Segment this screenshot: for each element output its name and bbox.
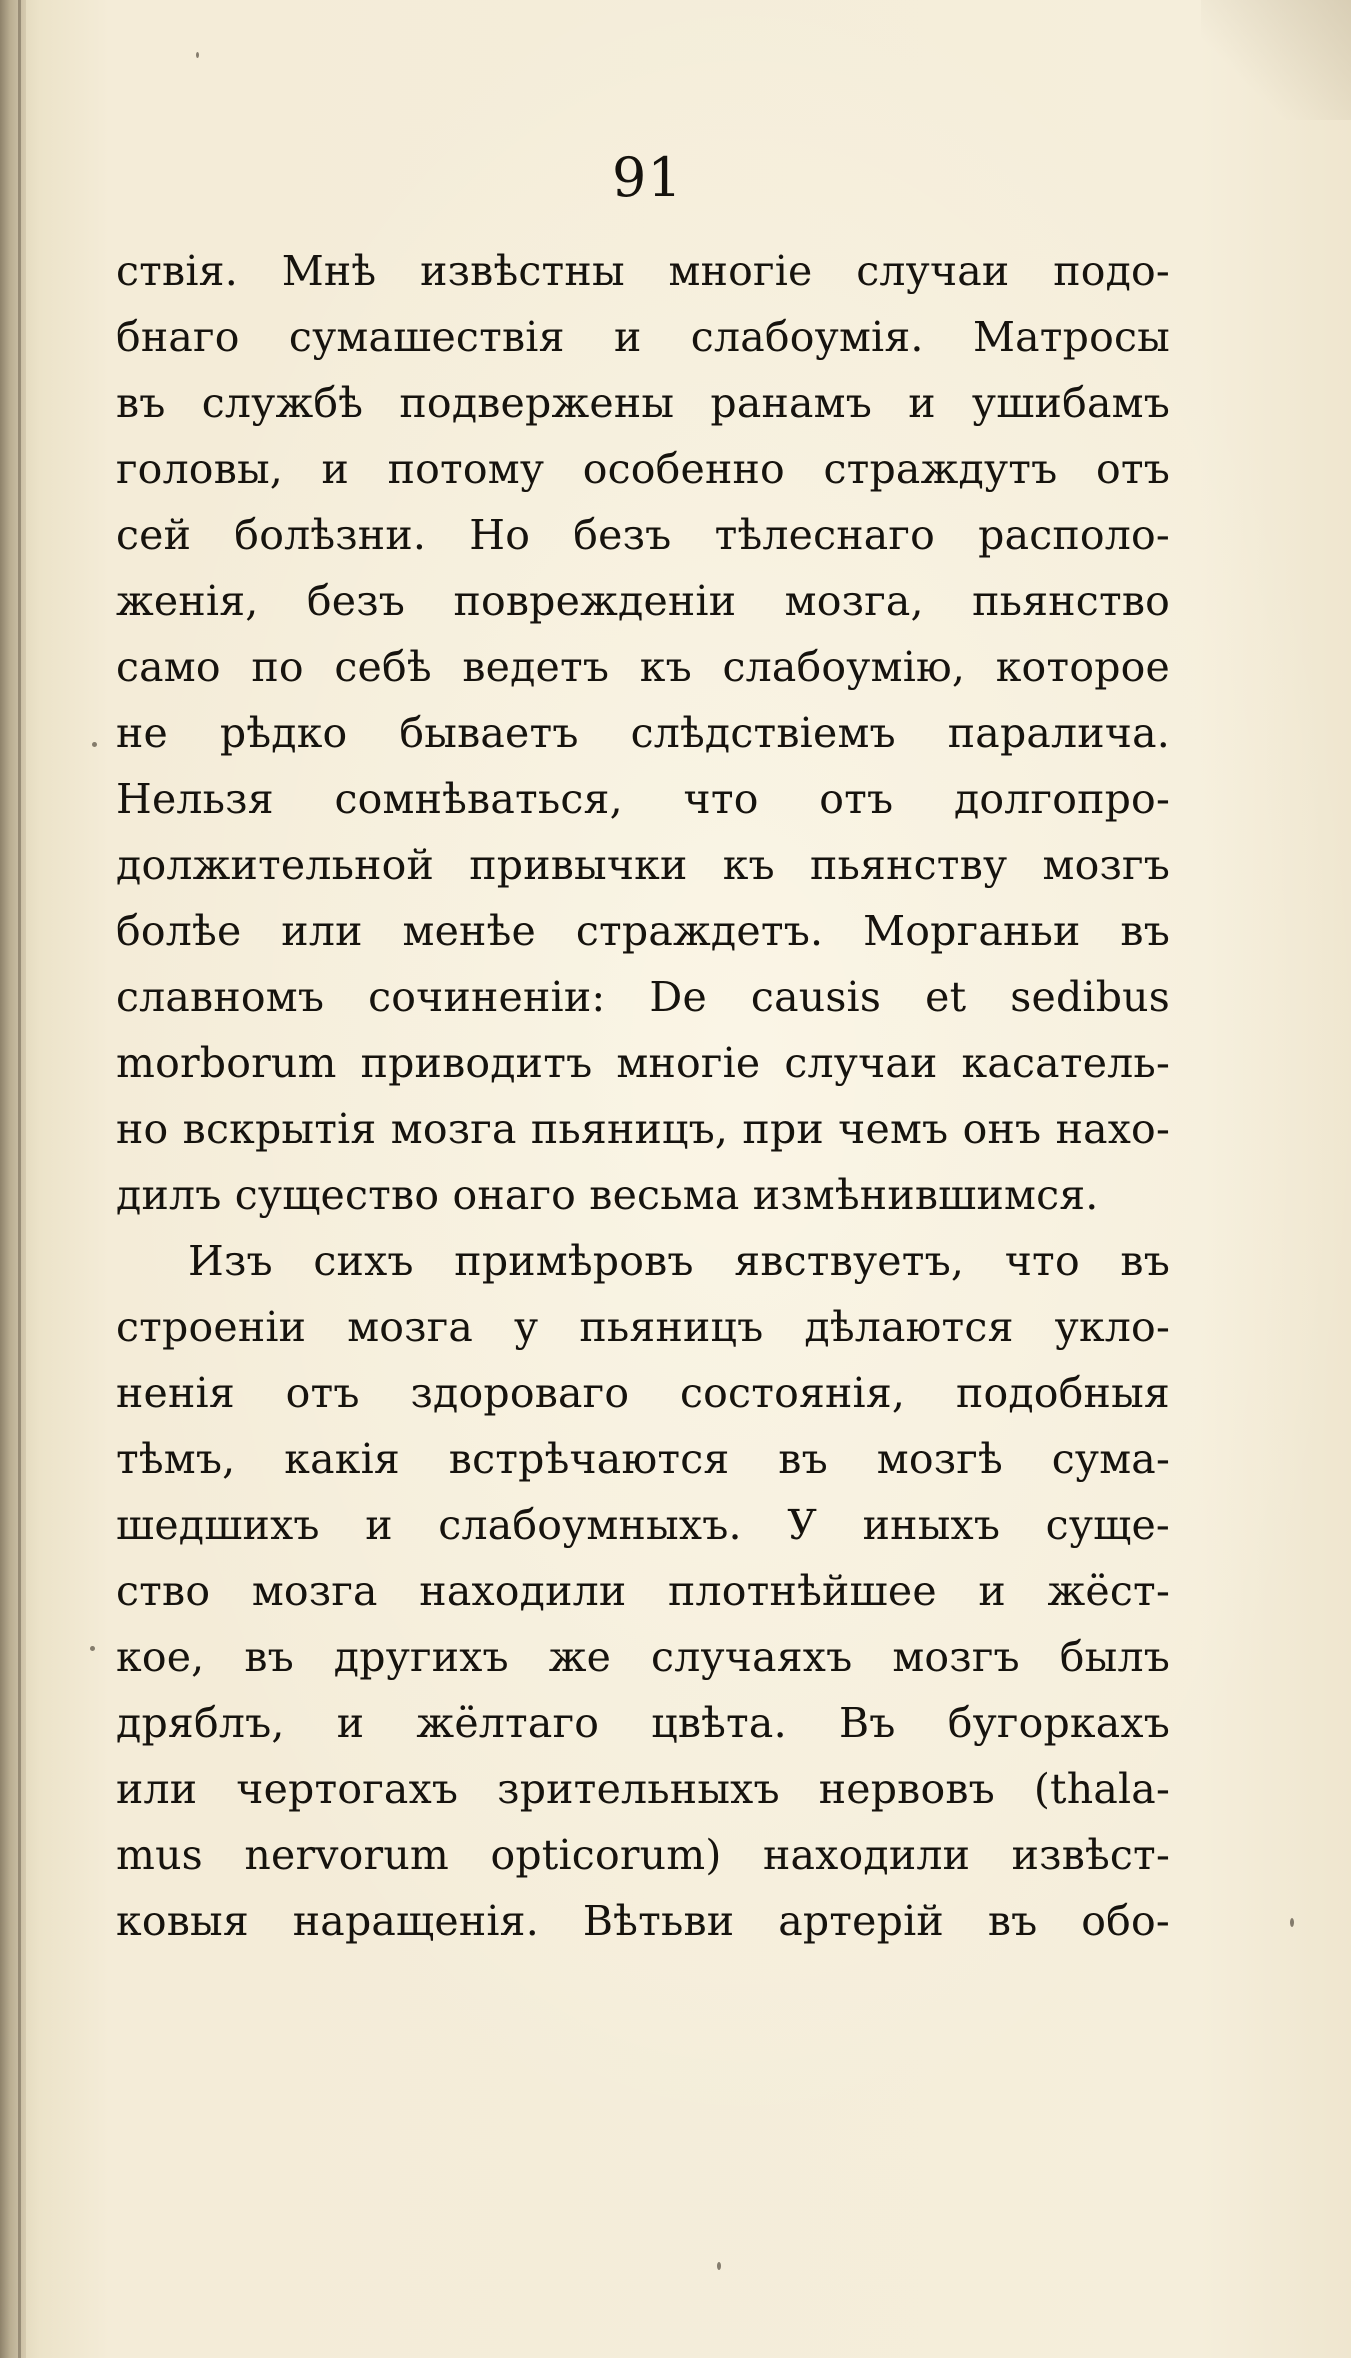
page-spine-edge — [0, 0, 26, 2358]
text-line: женія, безъ поврежденіи мозга, пьянство — [116, 577, 1170, 625]
text-line: или чертогахъ зрительныхъ нервовъ (thala- — [116, 1765, 1170, 1813]
text-line: бнаго сумашествія и слабоумія. Матросы — [116, 313, 1170, 361]
text-line: Нельзя сомнѣваться, что отъ долгопро- — [116, 775, 1170, 823]
text-line: славномъ сочиненіи: De causis et sedibus — [116, 973, 1170, 1021]
text-line: mus nervorum opticorum) находили извѣст- — [116, 1831, 1170, 1879]
text-line: кое, въ другихъ же случаяхъ мозгъ былъ — [116, 1633, 1170, 1681]
text-line: дряблъ, и жёлтаго цвѣта. Въ бугоркахъ — [116, 1699, 1170, 1747]
ink-speck — [717, 2262, 721, 2270]
ink-speck — [196, 52, 199, 58]
page-number: 91 — [612, 146, 683, 209]
paragraph-end-line: дилъ существо онаго весьма измѣнившимся. — [116, 1171, 1099, 1219]
body-text — [116, 238, 1170, 1954]
text-line: morborum приводитъ многіе случаи касатель- — [116, 1039, 1170, 1087]
ink-speck — [92, 742, 97, 747]
ink-speck — [90, 1646, 95, 1651]
paragraph-start-line: Изъ сихъ примѣровъ явствуетъ, что въ — [188, 1237, 1170, 1285]
text-line: само по себѣ ведетъ къ слабоумію, которое — [116, 643, 1170, 691]
text-line: ненія отъ здороваго состоянія, подобныя — [116, 1369, 1170, 1417]
ink-speck — [1290, 1918, 1294, 1927]
binding-line — [18, 0, 21, 2358]
text-line: сей болѣзни. Но безъ тѣлеснаго располо- — [116, 511, 1170, 559]
corner-shadow — [1201, 0, 1351, 120]
text-line: ковыя наращенія. Вѣтьви артерій въ обо- — [116, 1897, 1170, 1945]
text-line: ствія. Мнѣ извѣстны многіе случаи подо- — [116, 247, 1170, 295]
text-line: не рѣдко бываетъ слѣдствіемъ паралича. — [116, 709, 1170, 757]
text-line: тѣмъ, какія встрѣчаются въ мозгѣ сума- — [116, 1435, 1170, 1483]
text-line: шедшихъ и слабоумныхъ. У иныхъ суще- — [116, 1501, 1170, 1549]
text-line: ство мозга находили плотнѣйшее и жёст- — [116, 1567, 1170, 1615]
text-line: должительной привычки къ пьянству мозгъ — [116, 841, 1170, 889]
text-line: но вскрытія мозга пьяницъ, при чемъ онъ нахо- — [116, 1105, 1170, 1153]
text-line: въ службѣ подвержены ранамъ и ушибамъ — [116, 379, 1170, 427]
text-line: головы, и потому особенно страждутъ отъ — [116, 445, 1170, 493]
text-line: строеніи мозга у пьяницъ дѣлаются укло- — [116, 1303, 1170, 1351]
text-line: болѣе или менѣе страждетъ. Морганьи въ — [116, 907, 1170, 955]
